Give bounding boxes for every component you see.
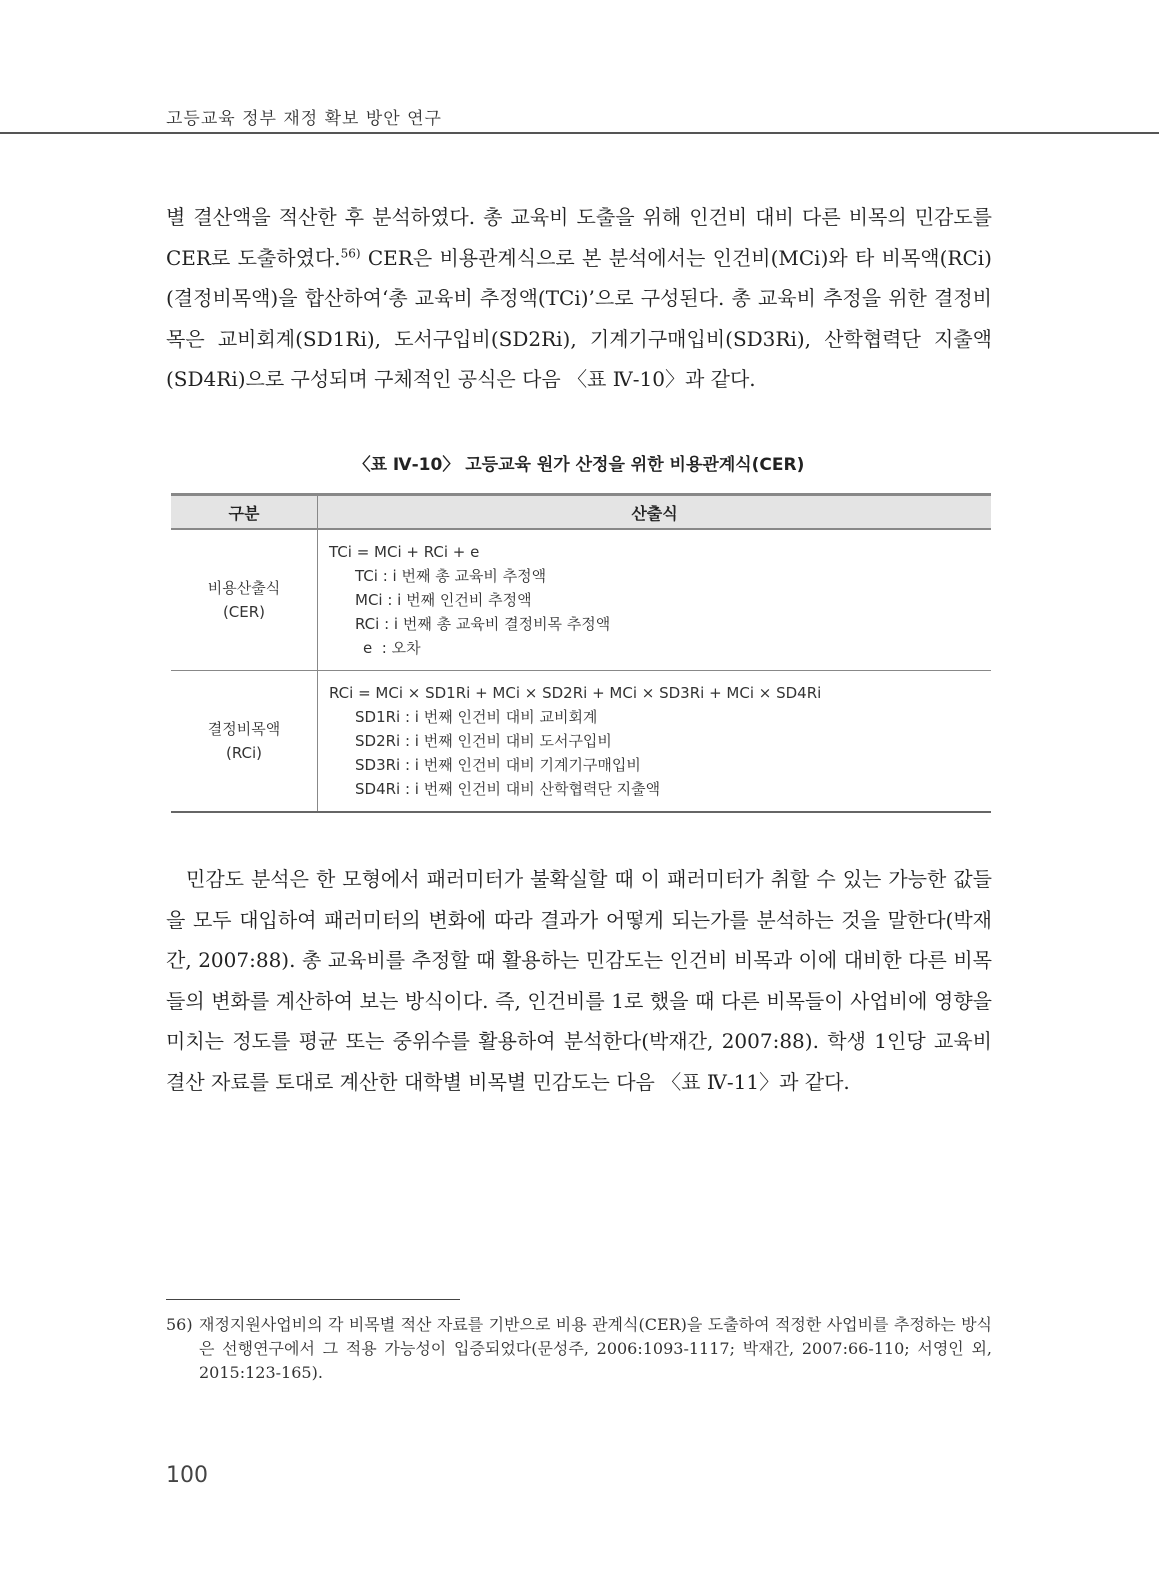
header-formula: 산출식 (318, 495, 992, 530)
footnote-text: 재정지원사업비의 각 비목별 적산 자료를 기반으로 비용 관계식(CER)을 도출하여 적정한 사업비를 추정하는 방식은 선행연구에서 그 적용 가능성이 입증되었다(문성주, 2006:1093-1117; 박재간, 2007:66-110; 서영인 외, 2015:123-165). (199, 1315, 992, 1382)
footnote-rule (166, 1299, 460, 1300)
formula-definition: e : 오차 (363, 639, 421, 657)
cer-table (171, 493, 991, 813)
row-formula-cell (318, 671, 992, 813)
header-category: 구분 (171, 495, 318, 530)
page-number: 100 (166, 1463, 208, 1488)
body-paragraph-2: 민감도 분석은 한 모형에서 패러미터가 불확실할 때 이 패러미터가 취할 수 있는 가능한 값들을 모두 대입하여 패러미터의 변화에 따라 결과가 어떻게 되는가를 분석하는 것을 말한다(박재간, 2007:88). 총 교육비를 추정할 때 활용하는 민감도는 인건비 비목과 이에 대비한 다른 비목들의 변화를 계산하여 보는 방식이다. 즉, 인건비를 1로 했을 때 다른 비목들이 사업비에 영향을 미치는 정도를 평균 또는 중위수를 활용하여 분석한다(박재간, 2007:88). 학생 1인당 교육비 결산 자료를 토대로 계산한 대학별 비목별 민감도는 다음 〈표 Ⅳ-11〉과 같다. (166, 867, 992, 1094)
para1-text-after: CER은 비용관계식으로 본 분석에서는 인건비(MCi)와 타 비목액(RCi)(결정비목액)을 합산하여‘총 교육비 추정액(TCi)’으로 구성된다. 총 교육비 추정을 위한 결정비목은 교비회계(SD1Ri), 도서구입비(SD2Ri), 기계기구매입비(SD3Ri), 산학협력단 지출액(SD4Ri)으로 구성되며 구체적인 공식은 다음 〈표 Ⅳ-10〉과 같다. (166, 245, 992, 391)
row-label-line1: 결정비목액 (207, 720, 281, 738)
row-label-line2: (CER) (222, 603, 266, 621)
formula-main: TCi = MCi + RCi + e (329, 543, 480, 561)
table-header-row (171, 495, 991, 530)
row-label (171, 671, 318, 813)
header-rule (0, 132, 1159, 134)
table-row (171, 529, 991, 671)
formula-main: RCi = MCi × SD1Ri + MCi × SD2Ri + MCi × SD3Ri + MCi × SD4Ri (329, 684, 822, 702)
footnote-reference[interactable]: 56) (340, 245, 361, 260)
formula-definition: SD3Ri : i 번째 인건비 대비 기계기구매입비 (355, 756, 641, 774)
formula-definition: RCi : i 번째 총 교육비 결정비목 추정액 (355, 615, 611, 633)
running-title: 고등교육 정부 재정 확보 방안 연구 (166, 109, 442, 129)
body-paragraph-1 (166, 197, 992, 400)
formula-definition: SD1Ri : i 번째 인건비 대비 교비회계 (355, 708, 598, 726)
footnote-number: 56) (166, 1315, 193, 1334)
formula-definition: SD4Ri : i 번째 인건비 대비 산학협력단 지출액 (355, 780, 661, 798)
para1-text-before: 별 결산액을 적산한 후 분석하였다. 총 교육비 도출을 위해 인건비 대비 다른 비목의 민감도를 CER로 도출하였다. (166, 205, 992, 270)
table-row (171, 671, 991, 813)
footnote (166, 1313, 992, 1385)
formula-definition: MCi : i 번째 인건비 추정액 (355, 591, 532, 609)
row-label (171, 529, 318, 671)
table-caption: 〈표 Ⅳ-10〉 고등교육 원가 산정을 위한 비용관계식(CER) (353, 455, 805, 475)
formula-definition: SD2Ri : i 번째 인건비 대비 도서구입비 (355, 732, 612, 750)
row-label-line1: 비용산출식 (207, 579, 281, 597)
formula-definition: TCi : i 번째 총 교육비 추정액 (355, 567, 547, 585)
row-label-line2: (RCi) (225, 744, 263, 762)
row-formula-cell (318, 529, 992, 671)
